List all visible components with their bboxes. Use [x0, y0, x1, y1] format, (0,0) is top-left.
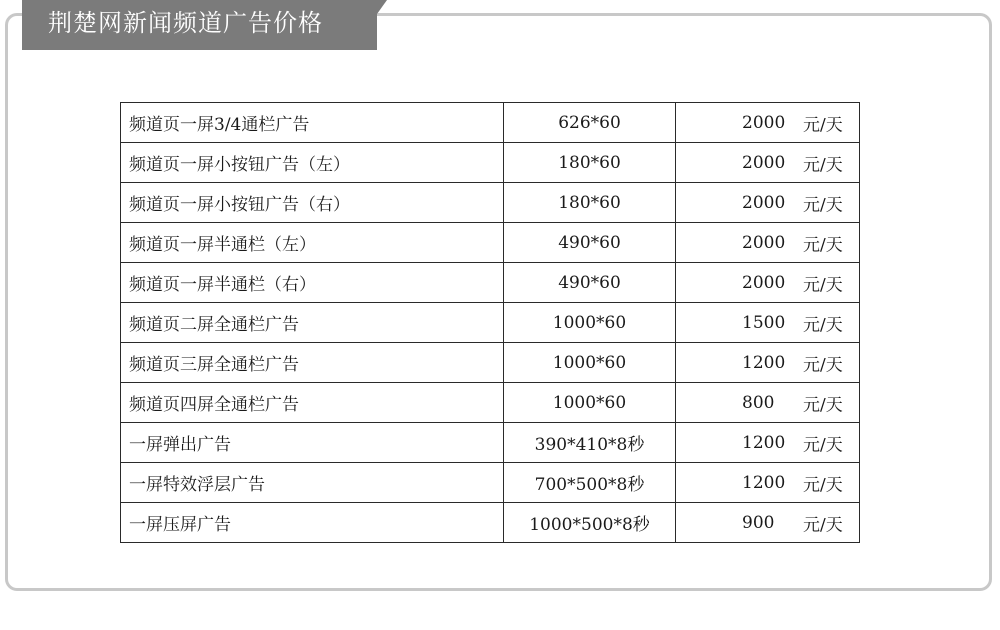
ad-name-cell: 频道页一屏小按钮广告（左）	[121, 143, 504, 183]
ad-name-cell: 频道页四屏全通栏广告	[121, 383, 504, 423]
ad-size-cell: 700*500*8秒	[504, 463, 676, 503]
price-amount: 1200	[742, 352, 786, 373]
ad-price-cell	[676, 263, 860, 303]
table-row	[121, 463, 860, 503]
ad-price-cell	[676, 423, 860, 463]
price-unit: 元/天	[803, 195, 843, 215]
price-amount: 1200	[742, 432, 786, 453]
ad-size-cell: 626*60	[504, 103, 676, 143]
table-row	[121, 343, 860, 383]
ad-size-cell: 1000*500*8秒	[504, 503, 676, 543]
price-amount: 1200	[742, 472, 786, 493]
ad-name-cell: 一屏特效浮层广告	[121, 463, 504, 503]
table-row	[121, 103, 860, 143]
table-row	[121, 263, 860, 303]
price-unit: 元/天	[803, 435, 843, 455]
price-amount: 800	[742, 392, 775, 413]
ad-size-cell: 390*410*8秒	[504, 423, 676, 463]
price-amount: 2000	[742, 232, 786, 253]
table-row	[121, 383, 860, 423]
ad-name-cell: 一屏压屏广告	[121, 503, 504, 543]
ad-price-table	[120, 102, 860, 543]
ad-name-cell: 一屏弹出广告	[121, 423, 504, 463]
ad-price-cell	[676, 463, 860, 503]
table-row	[121, 303, 860, 343]
price-unit: 元/天	[803, 235, 843, 255]
price-unit: 元/天	[803, 475, 843, 495]
price-amount: 2000	[742, 272, 786, 293]
ad-price-cell	[676, 143, 860, 183]
price-unit: 元/天	[803, 395, 843, 415]
ad-name-cell: 频道页一屏小按钮广告（右）	[121, 183, 504, 223]
table-row	[121, 223, 860, 263]
ad-price-cell	[676, 383, 860, 423]
price-amount: 2000	[742, 152, 786, 173]
price-amount: 2000	[742, 112, 786, 133]
ad-name-cell: 频道页三屏全通栏广告	[121, 343, 504, 383]
price-amount: 2000	[742, 192, 786, 213]
ad-name-cell: 频道页一屏3/4通栏广告	[121, 103, 504, 143]
price-unit: 元/天	[803, 155, 843, 175]
price-unit: 元/天	[803, 315, 843, 335]
ad-name-cell: 频道页二屏全通栏广告	[121, 303, 504, 343]
ad-size-cell: 1000*60	[504, 343, 676, 383]
ad-size-cell: 1000*60	[504, 383, 676, 423]
price-unit: 元/天	[803, 515, 843, 535]
price-unit: 元/天	[803, 115, 843, 135]
ad-price-cell	[676, 183, 860, 223]
table-row	[121, 183, 860, 223]
ad-name-cell: 频道页一屏半通栏（右）	[121, 263, 504, 303]
price-amount: 900	[742, 512, 775, 533]
price-unit: 元/天	[803, 355, 843, 375]
ad-price-cell	[676, 343, 860, 383]
ad-size-cell: 490*60	[504, 263, 676, 303]
table-row	[121, 143, 860, 183]
ad-size-cell: 1000*60	[504, 303, 676, 343]
price-amount: 1500	[742, 312, 786, 333]
ad-price-cell	[676, 103, 860, 143]
ad-price-cell	[676, 303, 860, 343]
ad-size-cell: 180*60	[504, 143, 676, 183]
table-row	[121, 423, 860, 463]
ad-size-cell: 180*60	[504, 183, 676, 223]
ad-price-cell	[676, 503, 860, 543]
ad-size-cell: 490*60	[504, 223, 676, 263]
ad-price-cell	[676, 223, 860, 263]
ad-name-cell: 频道页一屏半通栏（左）	[121, 223, 504, 263]
table-row	[121, 503, 860, 543]
page-title: 荆楚网新闻频道广告价格	[22, 0, 377, 50]
price-unit: 元/天	[803, 275, 843, 295]
